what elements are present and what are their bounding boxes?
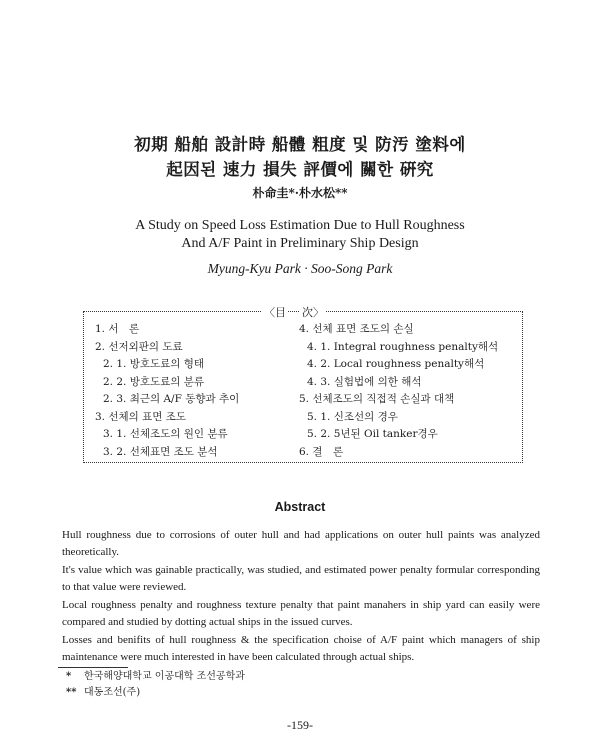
- toc-left-column: [95, 321, 239, 461]
- title-kr-line1: 初期 船舶 設計時 船體 粗度 및 防汚 塗料에: [134, 135, 466, 154]
- toc-item: 3. 1. 선체조도의 원인 분류: [103, 428, 228, 440]
- toc-item: 4. 2. Local roughness penalty해석: [307, 358, 485, 370]
- toc-heading-left: 〈目: [264, 306, 286, 319]
- toc-item: 3. 2. 선체표면 조도 분석: [103, 445, 218, 458]
- footnote-text: 한국해양대학교 이공대학 조선공학과: [84, 671, 245, 682]
- title-kr-line2: 起因된 速力 損失 評價에 關한 硏究: [166, 160, 434, 179]
- toc-item: 4. 1. Integral roughness penalty해석: [307, 340, 499, 353]
- abstract-paragraph: Hull roughness due to corrosions of outer hull and had applications on outer hull paints was analyzed theoretically.: [62, 529, 540, 558]
- toc-item: 5. 2. 5년된 Oil tanker경우: [307, 428, 438, 440]
- toc-item: 1. 서 론: [95, 323, 140, 335]
- toc-heading-right: 次〉: [302, 306, 324, 319]
- footnotes: [66, 669, 245, 701]
- authors-en: Myung-Kyu Park · Soo-Song Park: [207, 261, 393, 276]
- title-en-line1: A Study on Speed Loss Estimation Due to Hull Roughness: [135, 218, 465, 233]
- footnote: [66, 685, 245, 701]
- page-number: -159-: [287, 718, 313, 732]
- toc-item: 2. 3. 최근의 A/F 동향과 추이: [103, 393, 240, 405]
- footnote-divider: [58, 667, 128, 668]
- footnote: [66, 669, 245, 685]
- toc-item: 3. 선체의 표면 조도: [95, 410, 187, 423]
- authors-kr: 朴命圭*·朴水松**: [252, 186, 348, 200]
- toc-item: 4. 3. 실험법에 의한 해석: [307, 375, 422, 388]
- toc-item: 4. 선체 표면 조도의 손실: [299, 323, 414, 335]
- toc-item: 2. 2. 방호도료의 분류: [103, 375, 205, 388]
- toc-item: 2. 선저외판의 도료: [95, 340, 183, 353]
- toc-item: 2. 1. 방호도료의 형태: [103, 358, 205, 370]
- abstract-paragraph: Losses and benifits of hull roughness & the specification choise of A/F paint which managers of ship maintenance were much interested in have been calculated through actual ships.: [62, 634, 540, 663]
- abstract-heading: Abstract: [274, 500, 326, 514]
- abstract-paragraph: It's value which was gainable practically, was studied, and estimated power penalty formular corresponding to that value were reviewed.: [62, 564, 540, 593]
- toc-item: 6. 결 론: [299, 445, 344, 458]
- footnote-text: 대동조선(주): [84, 687, 141, 698]
- toc-item: 5. 선체조도의 직접적 손실과 대책: [299, 393, 455, 405]
- abstract-paragraph: Local roughness penalty and roughness texture penalty that paint manahers in ship yard can easily were compared and studied by dotting actual ships in the issued curves.: [62, 599, 540, 628]
- footnote-mark: **: [66, 687, 77, 698]
- footnote-mark: *: [66, 671, 72, 682]
- toc-item: 5. 1. 신조선의 경우: [307, 410, 398, 423]
- abstract-body: [62, 527, 540, 667]
- toc-right-column: [299, 321, 498, 461]
- title-en-line2: And A/F Paint in Preliminary Ship Design: [181, 236, 419, 251]
